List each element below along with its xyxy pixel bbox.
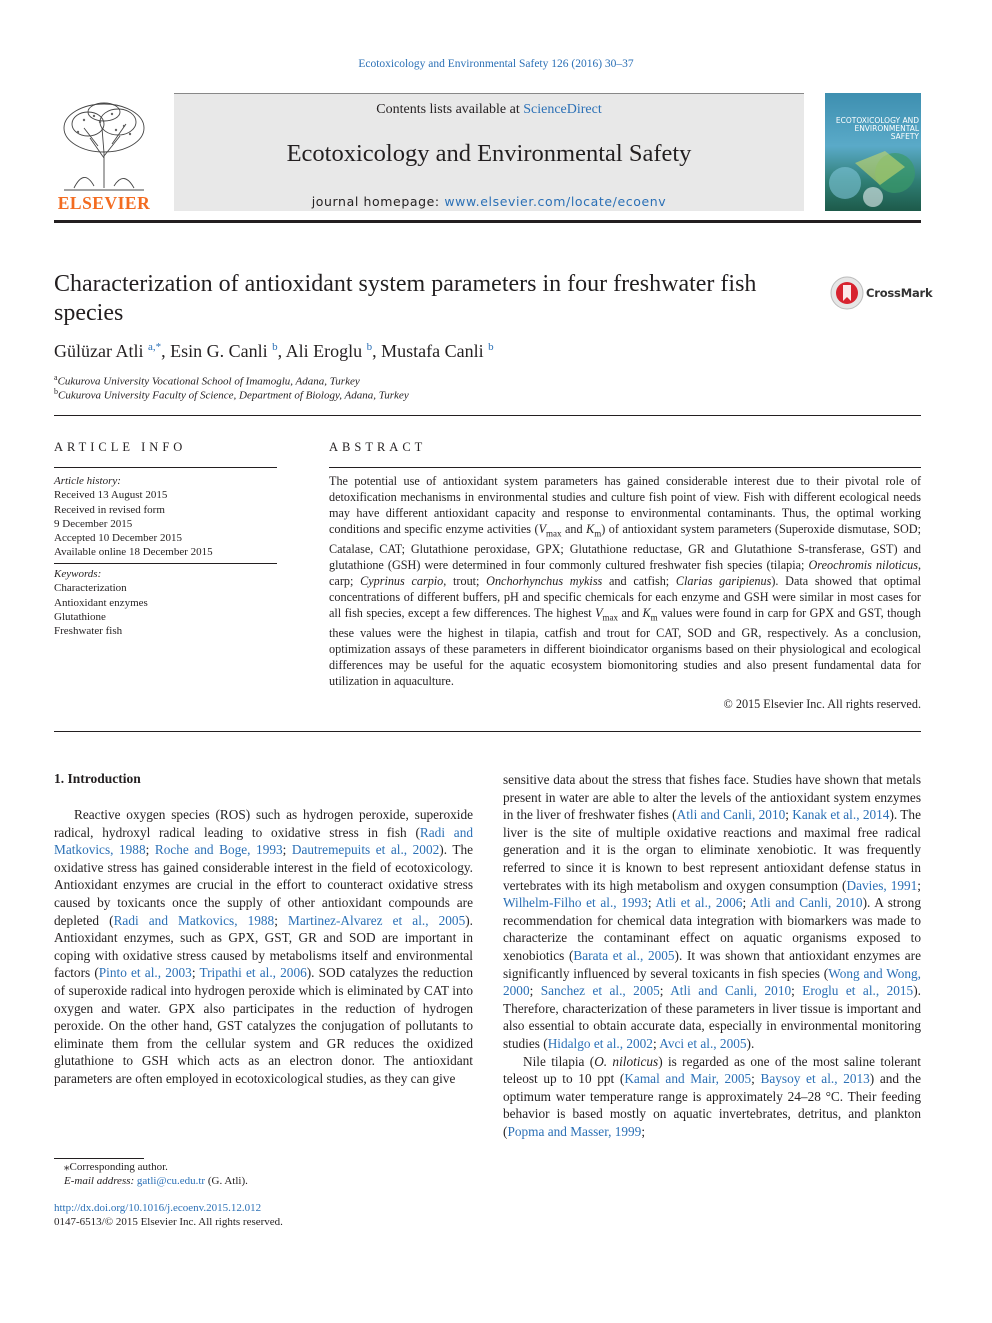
history-item: Received in revised form xyxy=(54,503,165,516)
contents-prefix: Contents lists available at xyxy=(376,102,524,117)
reference-link[interactable]: Kamal and Mair, 2005 xyxy=(624,1071,752,1087)
reference-link[interactable]: Wilhelm-Filho et al., 1993 xyxy=(503,895,648,911)
affiliation xyxy=(54,373,360,388)
affiliation-text: Cukurova University Faculty of Science, Department of Biology, Adana, Turkey xyxy=(58,389,409,402)
homepage-line xyxy=(174,194,804,209)
article-history xyxy=(54,474,277,560)
affiliation-sup: b xyxy=(54,387,58,396)
paragraph: sensitive data about the stress that fishes face. Studies have shown that metals present in water are able to alter the levels of the antioxidant system enzymes in the liver of freshwater fishes (Atli and Canli, 2010; Kanak et al., 2014). The liver is the site of multiple oxidative reactions and maximal free radical generation and it is the organ to eliminate xenobiotic. It was frequently referred to since it is known to best represent antioxidant defense status in vertebrates with its high metabolism and oxygen consumption (Davies, 1991; Wilhelm-Filho et al., 1993; Atli et al., 2006; Atli and Canli, 2010). A strong recommendation for chemical data integration with biomarkers was made to characterize the contaminant effect on aquatic organisms exposed to xenobiotics (Barata et al., 2005). It was shown that antioxidant enzymes are significantly influenced by several toxicants in fish species (Wong and Wong, 2000; Sanchez et al., 2005; Atli and Canli, 2010; Eroglu et al., 2015). Therefore, characterization of these parameters in liver tissue is important and also essential to obtain accurate data, especially in environmental monitoring studies (Hidalgo et al., 2002; Avci et al., 2005). xyxy=(503,772,922,1051)
crossmark-icon[interactable] xyxy=(830,276,864,310)
journal-citation[interactable]: Ecotoxicology and Environmental Safety 126 (2016) 30–37 xyxy=(358,58,634,70)
divider xyxy=(54,467,277,468)
reference-link[interactable]: Martinez-Alvarez et al., 2005 xyxy=(288,912,466,928)
affiliation xyxy=(54,387,409,402)
reference-link[interactable]: Tripathi et al., 2006 xyxy=(199,965,307,981)
paragraph: Reactive oxygen species (ROS) such as hydrogen peroxide, superoxide radical, hydroxyl radical leading to oxidative stress in fish (Radi and Matkovics, 1988; Roche and Boge, 1993; Dautremepuits et al., 2002). The oxidative stress has gained considerable interest in the field of ecotoxicology. Antioxidant enzymes are crucial in the effort to counteract oxidative stress caused by toxicants once the supply of other antioxidant compounds are depleted (Radi and Matkovics, 1988; Martinez-Alvarez et al., 2005). Antioxidant enzymes, such as GPX, GST, GR and SOD are important in coping with oxidative stress caused by metabolisms itself and environmental factors (Pinto et al., 2003; Tripathi et al., 2006). SOD catalyzes the reduction of superoxide radical into hydrogen peroxide which is eliminated by CAT into oxygen and water. GPX also participates in the reduction of hydrogen peroxide. On the other hand, GST catalyzes the conjugation of pollutants to eliminate them from the cellular system and GR reduces the oxidized glutathione to GSH which acts as an electron donor. The antioxidant parameters are often employed in ecotoxicological studies, as they can give xyxy=(54,807,473,1086)
divider xyxy=(329,467,921,468)
reference-link[interactable]: Wong and Wong, 2000 xyxy=(503,965,922,999)
reference-link[interactable]: Pinto et al., 2003 xyxy=(98,965,192,981)
abstract-copyright: © 2015 Elsevier Inc. All rights reserved. xyxy=(723,697,921,711)
reference-link[interactable]: Eroglu et al., 2015 xyxy=(802,983,914,999)
contents-line xyxy=(174,102,804,118)
journal-header-box xyxy=(174,93,804,211)
abstract-body: The potential use of antioxidant system parameters has gained considerable interest due to their pivotal role of detoxification mechanisms in environmental studies and culture fish point of view. Fish with different ecological needs may have different antioxidant capacity and response to environmental contaminants. Thus, the optimal working conditions and specific enzyme activities ($V_{max}$ and $K_m$) of antioxidant system parameters (Superoxide dismutase, SOD; Catalase, CAT; Glutathione peroxidase, GPX; Glutathione reductase, GR and Glutathione S-transferase, GST) and glutathione (GSH) were determined in four commonly cultured freshwater fish species (tilapia; Oreochromis niloticus, carp; Cyprinus carpio, trout; Onchorhynchus mykiss and catfish; Clarias garipienus). Data showed that optimal concentrations of different buffers, pH and specific chemicals for each enzyme and GSH were similar in most cases for all fish species, except a few differences. The highest $V_{max}$ and $K_m$ values were found in carp for GPX and GST, though these values were the highest in tilapia, catfish and trout for CAT, SOD and GR, respectively. As a conclusion, optimization assays of these parameters in different bioindicator organisms based on their physiological and ecological differences may be useful for the aquatic ecosystem biomonitoring studies and also present fundamental data for utilization in aquaculture. xyxy=(329,474,922,689)
keywords xyxy=(54,567,277,638)
author-affiliation-sup[interactable]: b xyxy=(366,341,373,353)
homepage-link[interactable]: www.elsevier.com/locate/ecoenv xyxy=(444,194,667,209)
homepage-prefix: journal homepage: xyxy=(311,194,445,209)
history-item: Received 13 August 2015 xyxy=(54,489,168,502)
reference-link[interactable]: Atli and Canli, 2010 xyxy=(676,807,786,823)
journal-cover-thumbnail[interactable] xyxy=(825,93,921,211)
author-affiliation-sup[interactable]: b xyxy=(488,341,494,353)
section-heading: 1. Introduction xyxy=(54,771,141,786)
keyword: Antioxidant enzymes xyxy=(54,596,148,609)
elsevier-wordmark: ELSEVIER xyxy=(57,193,151,213)
cover-art xyxy=(825,93,921,211)
author-name: Esin G. Canli xyxy=(170,341,268,361)
keyword: Freshwater fish xyxy=(54,625,123,638)
journal-title: Ecotoxicology and Environmental Safety xyxy=(286,140,692,167)
article-title: Characterization of antioxidant system parameters in four freshwater fish species xyxy=(54,271,757,326)
article-info-heading: ARTICLE INFO xyxy=(54,440,187,454)
email-link[interactable]: gatli@cu.edu.tr xyxy=(136,1175,206,1187)
author-name: Mustafa Canli xyxy=(381,341,484,361)
reference-link[interactable]: Davies, 1991 xyxy=(846,877,918,893)
abstract-heading: ABSTRACT xyxy=(329,440,427,454)
footnote-rule xyxy=(54,1158,144,1159)
issn-copyright: 0147-6513/© 2015 Elsevier Inc. All rights reserved. xyxy=(54,1216,283,1228)
reference-link[interactable]: Sanchez et al., 2005 xyxy=(540,983,660,999)
reference-link[interactable]: Hidalgo et al., 2002 xyxy=(547,1035,653,1051)
history-item: Available online 18 December 2015 xyxy=(54,546,213,559)
history-item: 9 December 2015 xyxy=(54,517,133,530)
cover-title: ECOTOXICOLOGY AND ENVIRONMENTAL SAFETY xyxy=(835,116,919,141)
reference-link[interactable]: Atli and Canli, 2010 xyxy=(670,983,792,999)
header-rule xyxy=(54,220,921,223)
history-label: Article history: xyxy=(54,475,121,487)
keyword: Glutathione xyxy=(54,610,106,623)
corresponding-label: Corresponding author. xyxy=(69,1161,168,1173)
reference-link[interactable]: Radi and Matkovics, 1988 xyxy=(113,912,275,928)
author-name: Gülüzar Atli xyxy=(54,341,144,361)
divider xyxy=(54,731,921,732)
author-affiliation-sup[interactable]: a,* xyxy=(147,341,162,353)
reference-link[interactable]: Dautremepuits et al., 2002 xyxy=(291,842,440,858)
corresponding-footnote: ⁎Corresponding author. E-mail address: gatli@cu.edu.tr (G. Atli). xyxy=(64,1161,248,1187)
intro-column-left xyxy=(54,806,473,1088)
reference-link[interactable]: Baysoy et al., 2013 xyxy=(760,1071,870,1087)
intro-column-right xyxy=(503,771,921,1140)
keywords-label: Keywords: xyxy=(54,568,102,580)
reference-link[interactable]: Roche and Boge, 1993 xyxy=(154,842,283,858)
sciencedirect-link[interactable]: ScienceDirect xyxy=(523,102,602,117)
doi-link[interactable]: http://dx.doi.org/10.1016/j.ecoenv.2015.12.012 xyxy=(54,1202,262,1214)
keyword: Characterization xyxy=(54,582,127,595)
reference-link[interactable]: Atli et al., 2006 xyxy=(655,895,743,911)
author-affiliation-sup[interactable]: b xyxy=(272,341,278,353)
reference-link[interactable]: Popma and Masser, 1999 xyxy=(507,1123,642,1139)
affiliation-text: Cukurova University Vocational School of Imamoglu, Adana, Turkey xyxy=(57,375,360,388)
reference-link[interactable]: Kanak et al., 2014 xyxy=(792,807,890,823)
author-list: Gülüzar Atli $^{a,*}$, Esin G. Canli $^b$, Ali Eroglu $^b$, Mustafa Canli $^b$ xyxy=(54,341,494,361)
divider xyxy=(54,415,921,416)
email-suffix: (G. Atli). xyxy=(205,1175,248,1187)
author-name: Ali Eroglu xyxy=(285,341,363,361)
affiliation-sup: a xyxy=(54,373,58,382)
reference-link[interactable]: Barata et al., 2005 xyxy=(573,947,675,963)
reference-link[interactable]: Atli and Canli, 2010 xyxy=(750,895,863,911)
email-label: E-mail address: xyxy=(64,1175,137,1187)
divider xyxy=(54,563,277,564)
crossmark-label[interactable]: CrossMark xyxy=(866,286,933,300)
reference-link[interactable]: Avci et al., 2005 xyxy=(659,1035,747,1051)
reference-link[interactable]: Radi and Matkovics, 1988 xyxy=(54,824,473,858)
paragraph: Nile tilapia (O. niloticus) is regarded as one of the most saline tolerant teleost up to 10 ppt (Kamal and Mair, 2005; Baysoy et al., 2013) and the optimum water temperature range is approximately 24–28 °C. Their feeding behavior is based mostly on aquatic invertebrates, detritus, and plankton (Popma and Masser, 1999; xyxy=(503,1053,921,1139)
history-item: Accepted 10 December 2015 xyxy=(54,532,182,545)
